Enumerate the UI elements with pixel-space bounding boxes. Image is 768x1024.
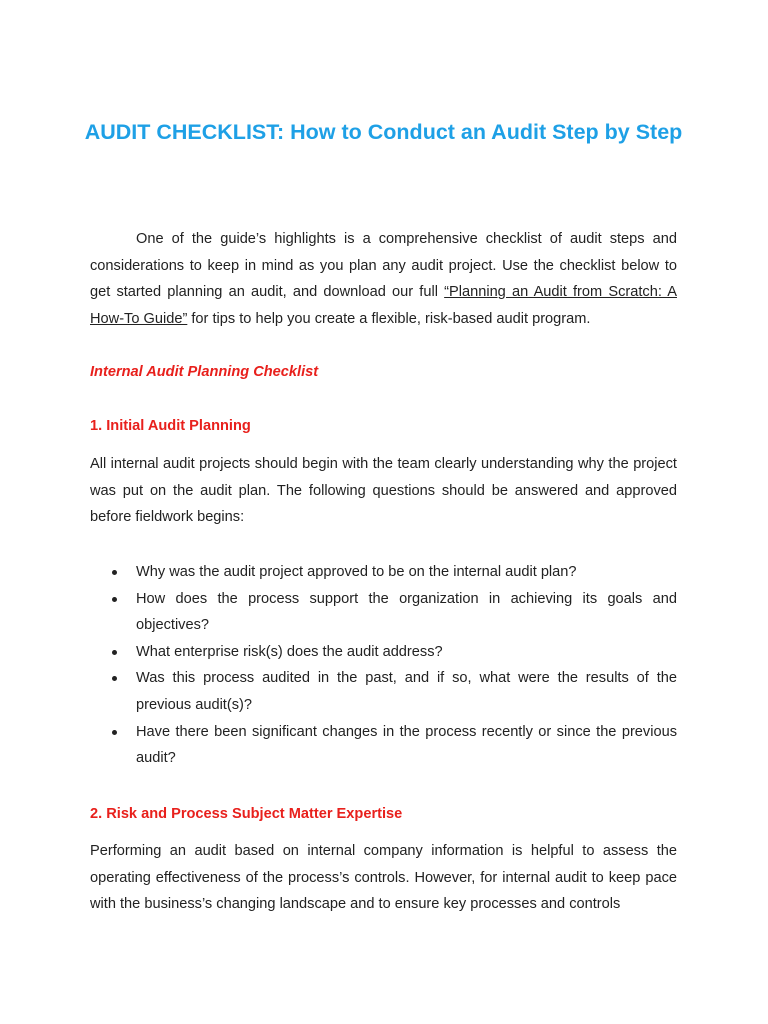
planning-questions-list — [90, 559, 677, 772]
guide-link[interactable]: “Planning an Audit from Scratch: A How-To Guide” — [90, 284, 677, 327]
list-item — [90, 639, 677, 666]
intro-text-after-link: for tips to help you create a flexible, risk-based audit program. — [187, 310, 591, 327]
checklist-heading: Internal Audit Planning Checklist — [90, 364, 319, 380]
bullet-icon — [112, 570, 117, 575]
list-item — [90, 586, 677, 639]
bullet-icon — [112, 650, 117, 655]
list-item — [90, 719, 677, 772]
bullet-icon — [112, 676, 117, 681]
list-item-text: What enterprise risk(s) does the audit address? — [136, 643, 443, 660]
list-item — [90, 559, 677, 586]
intro-text-before-link: One of the guide’s highlights is a comprehensive checklist of audit steps and considerations to keep in mind as you plan any audit project. Use the checklist below to get started planning an audit, and download our full — [90, 231, 677, 301]
section-paragraph-risk-and-process: Performing an audit based on internal company information is helpful to assess the operating effectiveness of the process’s controls. However, for internal audit to keep pace with the business’s changing landscape and to ensure key processes and controls — [90, 843, 677, 913]
list-item-text: Why was the audit project approved to be on the internal audit plan? — [136, 564, 577, 580]
bullet-icon — [112, 730, 117, 735]
list-item-text: How does the process support the organization in achieving its goals and objectives? — [136, 590, 677, 634]
section-heading-risk-and-process: 2. Risk and Process Subject Matter Expertise — [90, 806, 403, 822]
list-item-text: Have there been significant changes in the process recently or since the previous audit? — [136, 723, 677, 767]
list-item — [90, 665, 677, 718]
list-item-text: Was this process audited in the past, and if so, what were the results of the previous audit(s)? — [136, 670, 677, 713]
section-heading-initial-audit-planning: 1. Initial Audit Planning — [90, 418, 251, 434]
document-title: AUDIT CHECKLIST: How to Conduct an Audit Step by Step — [84, 120, 683, 144]
section-paragraph-initial-audit-planning: All internal audit projects should begin with the team clearly understanding why the project was put on the audit plan. The following questions should be answered and approved before fieldwork begins: — [90, 456, 677, 526]
intro-paragraph — [90, 226, 677, 332]
bullet-icon — [112, 597, 117, 602]
